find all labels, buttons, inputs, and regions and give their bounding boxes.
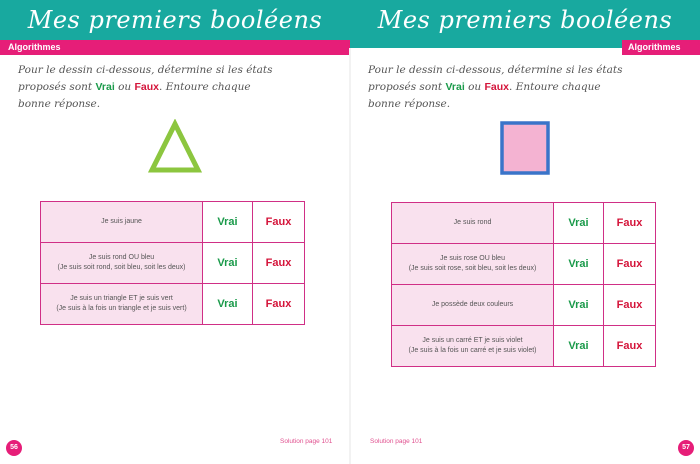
statement-cell: Je suis un carré ET je suis violet (Je suis à la fois un carré et je suis violet) (392, 326, 554, 367)
faux-option[interactable]: Faux (253, 202, 305, 243)
category-tag (0, 40, 350, 55)
vrai-option[interactable]: Vrai (203, 284, 253, 325)
faux-option[interactable]: Faux (253, 284, 305, 325)
faux-word: Faux (484, 81, 510, 93)
faux-option[interactable]: Faux (604, 326, 656, 367)
instruction-part: Pour le dessin ci-dessous, détermine si les états proposés sont (18, 64, 273, 93)
triangle-drawing (148, 119, 202, 179)
vrai-word: Vrai (445, 81, 465, 93)
statement-cell: Je suis un triangle ET je suis vert (Je suis à la fois un triangle et je suis vert) (41, 284, 203, 325)
instruction-or: ou (114, 81, 135, 93)
category-tag (622, 40, 700, 55)
vrai-option[interactable]: Vrai (554, 203, 604, 244)
table-row (41, 284, 305, 325)
instruction-part-end: . Entoure chaque bonne réponse. (368, 81, 601, 110)
instruction-text (18, 62, 278, 113)
faux-option[interactable]: Faux (604, 244, 656, 285)
instruction-part-end: . Entoure chaque bonne réponse. (18, 81, 251, 110)
statement-cell: Je suis rond (392, 203, 554, 244)
faux-option[interactable]: Faux (604, 285, 656, 326)
solution-reference: Solution page 101 (280, 438, 333, 445)
vrai-option[interactable]: Vrai (554, 326, 604, 367)
boolean-table (391, 202, 656, 367)
faux-option[interactable]: Faux (253, 243, 305, 284)
vrai-option[interactable]: Vrai (203, 243, 253, 284)
table-row (392, 203, 656, 244)
right-page (350, 0, 700, 464)
category-label: Algorithmes (8, 42, 61, 52)
table-row (41, 243, 305, 284)
instruction-text (368, 62, 628, 113)
page-number: 56 (6, 440, 22, 456)
category-label: Algorithmes (628, 42, 681, 52)
book-gutter (349, 48, 351, 464)
faux-word: Faux (134, 81, 160, 93)
instruction-part: Pour le dessin ci-dessous, détermine si les états proposés sont (368, 64, 623, 93)
statement-cell: Je suis jaune (41, 202, 203, 243)
page-title: Mes premiers booléens (377, 6, 673, 34)
statement-cell: Je suis rond OU bleu (Je suis soit rond, soit bleu, soit les deux) (41, 243, 203, 284)
faux-option[interactable]: Faux (604, 203, 656, 244)
statement-cell: Je possède deux couleurs (392, 285, 554, 326)
boolean-table (40, 201, 305, 325)
vrai-option[interactable]: Vrai (554, 244, 604, 285)
table-row (41, 202, 305, 243)
instruction-or: ou (464, 81, 485, 93)
vrai-word: Vrai (95, 81, 115, 93)
table-row (392, 285, 656, 326)
statement-cell: Je suis rose OU bleu (Je suis soit rose, soit bleu, soit les deux) (392, 244, 554, 285)
page-title: Mes premiers booléens (27, 6, 323, 34)
solution-reference: Solution page 101 (370, 438, 423, 445)
vrai-option[interactable]: Vrai (203, 202, 253, 243)
vrai-option[interactable]: Vrai (554, 285, 604, 326)
page-number: 57 (678, 440, 694, 456)
table-row (392, 326, 656, 367)
table-row (392, 244, 656, 285)
square-drawing (500, 121, 552, 181)
